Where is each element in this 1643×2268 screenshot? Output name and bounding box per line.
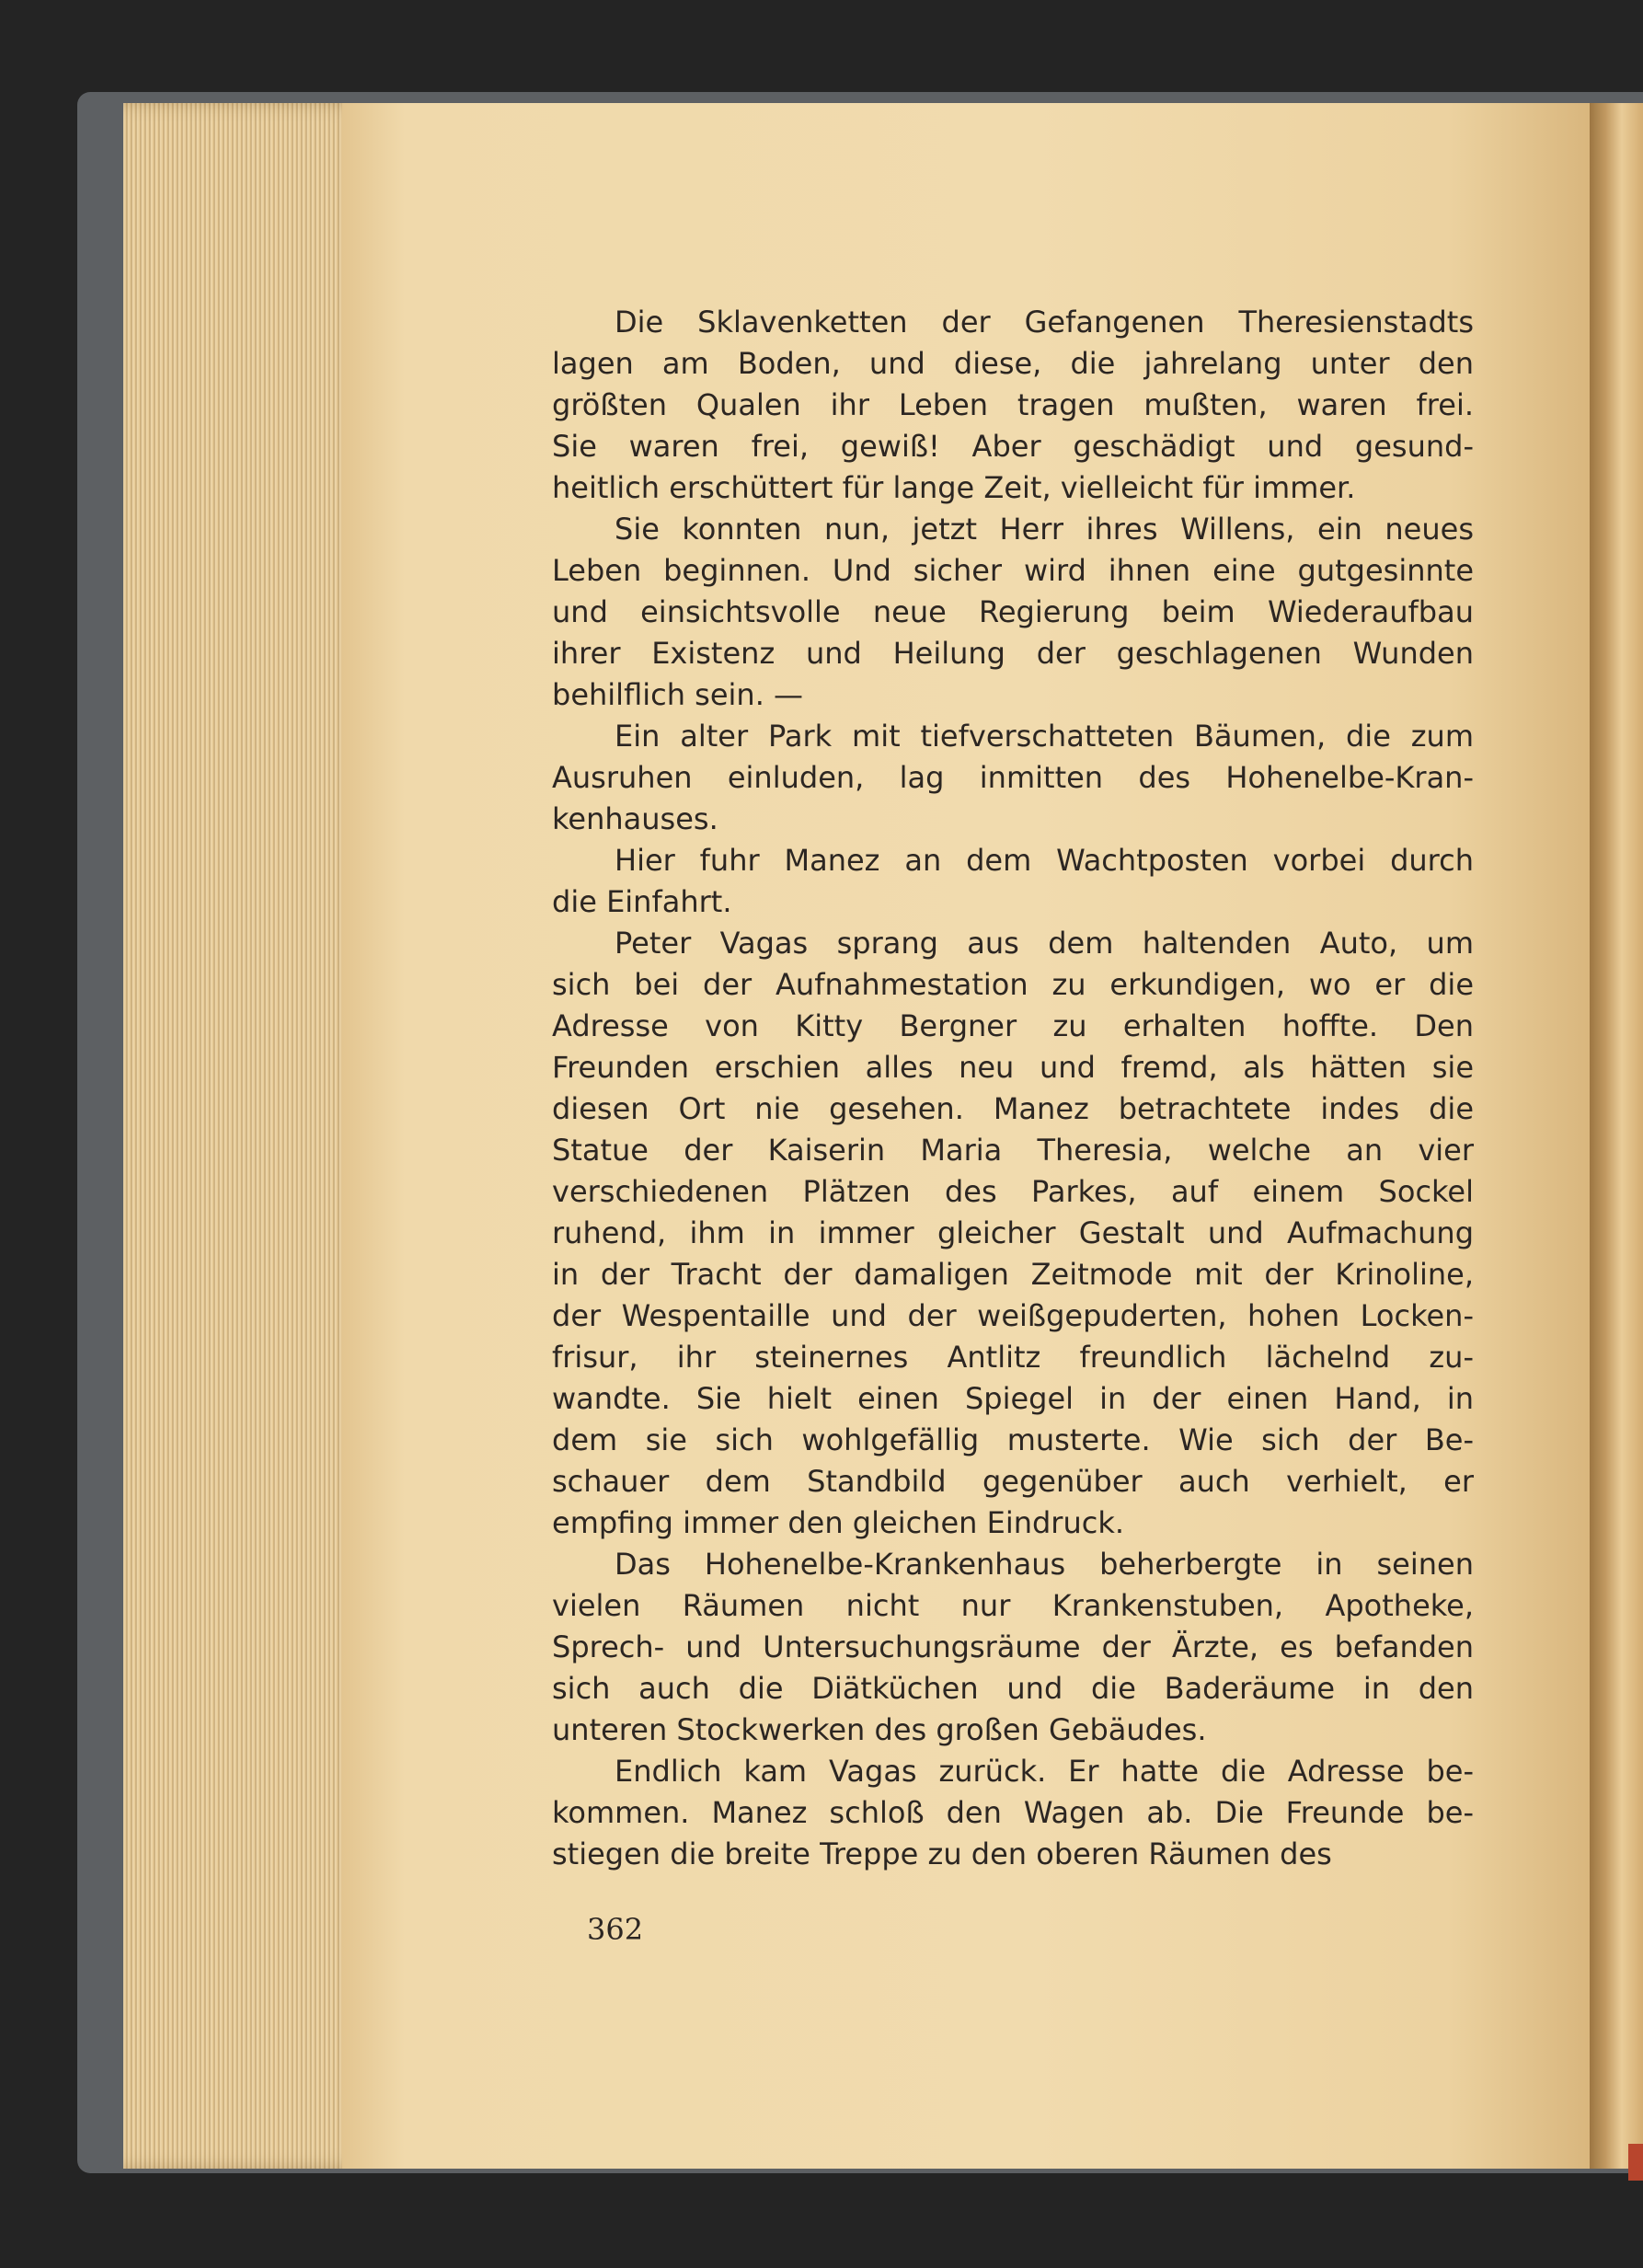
text-line: Ein alter Park mit tiefverschatteten Bäumen, die zum — [615, 719, 1474, 754]
text-line: sich bei der Aufnahmestation zu erkundigen, wo er die — [552, 967, 1474, 1002]
text-line: in der Tracht der damaligen Zeitmode mit der Krinoline, — [552, 1257, 1474, 1292]
text-line: diesen Ort nie gesehen. Manez betrachtete indes die — [552, 1091, 1474, 1126]
text-line: Sie waren frei, gewiß! Aber geschädigt und gesund- — [552, 429, 1474, 464]
text-line: Die Sklavenketten der Gefangenen Theresienstadts — [615, 305, 1474, 340]
text-line: verschiedenen Plätzen des Parkes, auf einem Sockel — [552, 1174, 1474, 1209]
paragraph — [552, 1544, 1474, 1751]
paragraph — [552, 923, 1474, 1544]
text-line: Statue der Kaiserin Maria Theresia, welche an vier — [552, 1133, 1474, 1168]
text-line: schauer dem Standbild gegenüber auch verhielt, er — [552, 1464, 1474, 1499]
paragraph — [552, 840, 1474, 923]
text-line: der Wespentaille und der weißgepuderten, hohen Locken- — [552, 1298, 1474, 1333]
text-line: heitlich erschüttert für lange Zeit, vielleicht für immer. — [552, 470, 1356, 505]
text-line: wandte. Sie hielt einen Spiegel in der einen Hand, in — [552, 1381, 1474, 1416]
text-line: Adresse von Kitty Bergner zu erhalten hoffte. Den — [552, 1008, 1474, 1043]
text-line: vielen Räumen nicht nur Krankenstuben, Apotheke, — [552, 1588, 1474, 1623]
book-gutter — [1590, 103, 1643, 2169]
paragraph — [552, 1751, 1474, 1875]
text-line: Endlich kam Vagas zurück. Er hatte die Adresse be- — [615, 1754, 1474, 1789]
page-text — [552, 302, 1474, 1875]
text-line: dem sie sich wohlgefällig musterte. Wie sich der Be- — [552, 1422, 1474, 1457]
paragraph — [552, 302, 1474, 509]
text-line: Das Hohenelbe-Krankenhaus beherbergte in seinen — [615, 1547, 1474, 1582]
text-line: Peter Vagas sprang aus dem haltenden Auto, um — [615, 926, 1474, 961]
text-line: Sie konnten nun, jetzt Herr ihres Willens, ein neues — [615, 512, 1474, 547]
text-line: Sprech- und Untersuchungsräume der Ärzte, es befanden — [552, 1629, 1474, 1664]
text-line: Ausruhen einluden, lag inmitten des Hohenelbe-Kran- — [552, 760, 1474, 795]
page-number: 362 — [587, 1912, 644, 1947]
text-line: sich auch die Diätküchen und die Baderäume in den — [552, 1671, 1474, 1706]
binding-edge — [1628, 2144, 1643, 2181]
text-line: kenhauses. — [552, 801, 718, 836]
text-line: unteren Stockwerken des großen Gebäudes. — [552, 1712, 1207, 1747]
text-line: empfing immer den gleichen Eindruck. — [552, 1505, 1125, 1540]
text-line: behilflich sein. — — [552, 677, 804, 712]
text-line: Leben beginnen. Und sicher wird ihnen eine gutgesinnte — [552, 553, 1474, 588]
paragraph — [552, 716, 1474, 840]
text-line: lagen am Boden, und diese, die jahrelang unter den — [552, 346, 1474, 381]
page-edges — [123, 103, 361, 2169]
text-line: größten Qualen ihr Leben tragen mußten, waren frei. — [552, 387, 1474, 422]
text-line: die Einfahrt. — [552, 884, 732, 919]
text-line: und einsichtsvolle neue Regierung beim Wiederaufbau — [552, 594, 1474, 629]
text-line: frisur, ihr steinernes Antlitz freundlich lächelnd zu- — [552, 1340, 1474, 1375]
paragraph — [552, 509, 1474, 716]
text-line: ruhend, ihm in immer gleicher Gestalt und Aufmachung — [552, 1215, 1474, 1250]
text-line: Freunden erschien alles neu und fremd, als hätten sie — [552, 1050, 1474, 1085]
text-line: ihrer Existenz und Heilung der geschlagenen Wunden — [552, 636, 1474, 671]
text-line: stiegen die breite Treppe zu den oberen Räumen des — [552, 1836, 1332, 1871]
text-line: Hier fuhr Manez an dem Wachtposten vorbei durch — [615, 843, 1474, 878]
text-line: kommen. Manez schloß den Wagen ab. Die Freunde be- — [552, 1795, 1474, 1830]
